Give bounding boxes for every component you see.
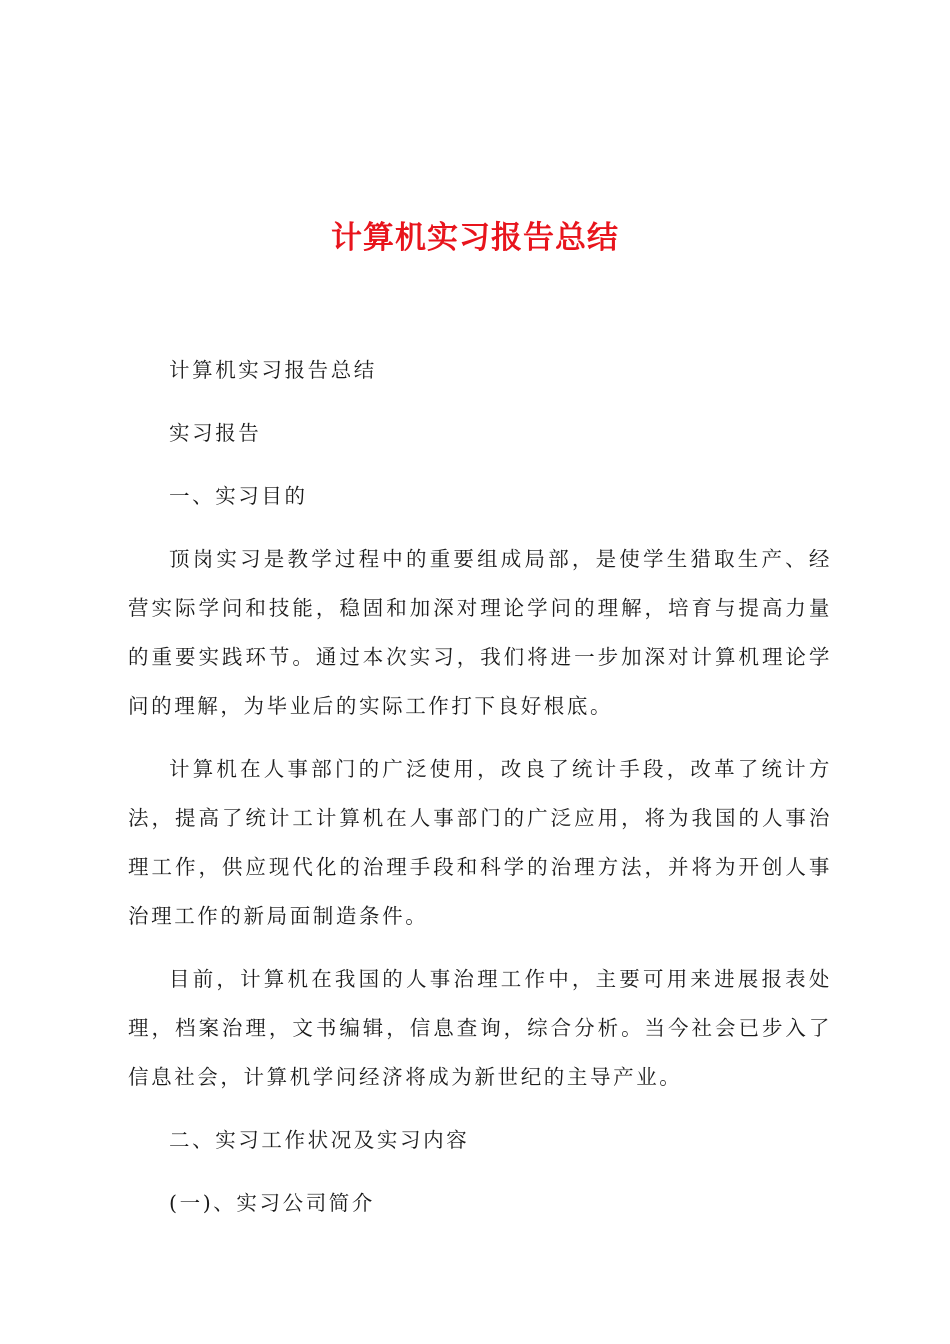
subtitle-paragraph: 计算机实习报告总结 bbox=[169, 358, 377, 382]
document-title: 计算机实习报告总结 bbox=[331, 220, 619, 256]
section-heading-purpose: 一、实习目的 bbox=[169, 484, 308, 508]
section-label-report: 实习报告 bbox=[169, 421, 262, 445]
document-body bbox=[128, 346, 832, 1242]
paragraph-computer-usage: 计算机在人事部门的广泛使用，改良了统计手段，改革了统计方法，提高了统计工计算机在人事部门的广泛应用，将为我国的人事治理工作，供应现代化的治理手段和科学的治理方法，并将为开创人事治理工作的新局面制造条件。 bbox=[128, 757, 832, 928]
paragraph-purpose: 顶岗实习是教学过程中的重要组成局部，是使学生猎取生产、经营实际学问和技能，稳固和加深对理论学问的理解，培育与提高力量的重要实践环节。通过本次实习，我们将进一步加深对计算机理论学问的理解，为毕业后的实际工作打下良好根底。 bbox=[128, 547, 832, 718]
section-heading-work: 二、实习工作状况及实习内容 bbox=[169, 1128, 470, 1152]
paragraph-current-status: 目前，计算机在我国的人事治理工作中，主要可用来进展报表处理，档案治理，文书编辑，信息查询，综合分析。当今社会已步入了信息社会，计算机学问经济将成为新世纪的主导产业。 bbox=[128, 967, 832, 1089]
subsection-heading-company: (一)、实习公司简介 bbox=[169, 1191, 375, 1215]
